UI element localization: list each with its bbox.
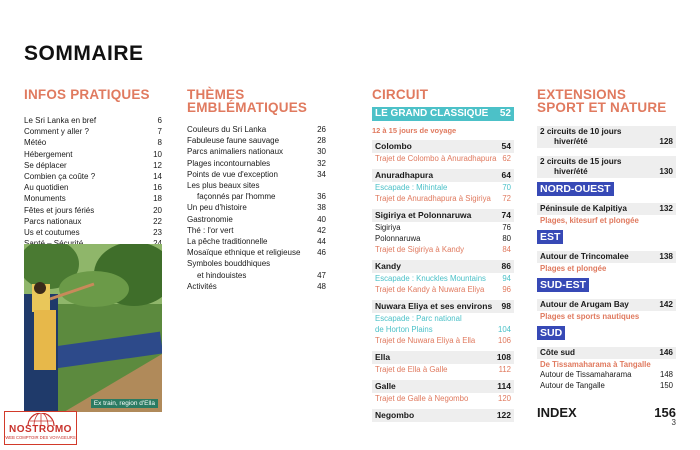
subentry-label: Escapade : Parc national [375, 314, 462, 323]
toc-entry[interactable] [24, 115, 162, 126]
stop-page: 86 [501, 261, 511, 271]
toc-entry[interactable] [187, 191, 326, 202]
globe-icon [26, 413, 56, 427]
toc-page: 47 [317, 270, 326, 280]
region-entry-page: 146 [659, 348, 673, 357]
subentry-label: Trajet de Kandy à Nuwara Eliya [375, 285, 485, 294]
toc-label: Parcs nationaux [24, 216, 82, 226]
subentry-page: 104 [497, 325, 511, 334]
circuit-subentry[interactable] [372, 335, 514, 346]
stop-page: 122 [496, 410, 511, 420]
toc-page: 18 [153, 194, 162, 204]
c10-line1: 2 circuits de 10 jours [540, 127, 622, 136]
page-title: SOMMAIRE [24, 42, 144, 65]
band-page: 52 [499, 108, 511, 119]
index-label: INDEX [537, 405, 577, 420]
themes-column [187, 88, 326, 292]
subentry-page: 120 [497, 394, 511, 403]
toc-label: Activités [187, 281, 217, 291]
toc-entry[interactable] [24, 160, 162, 171]
toc-label: Thé : l'or vert [187, 225, 234, 235]
circuit-stop-heading[interactable] [372, 380, 514, 393]
toc-entry[interactable] [187, 124, 326, 135]
toc-entry[interactable] [187, 146, 326, 157]
region-entry-page: 142 [659, 300, 673, 309]
region-entry[interactable] [537, 347, 676, 359]
toc-entry[interactable] [187, 258, 326, 269]
circuit-block [372, 409, 514, 422]
circuits-10-jours[interactable] [537, 126, 676, 148]
toc-entry[interactable] [187, 169, 326, 180]
toc-entry[interactable] [24, 216, 162, 227]
circuit-subentry[interactable] [372, 222, 514, 233]
circuit-subtitle: 12 à 15 jours de voyage [372, 126, 457, 135]
circuit-subentry[interactable] [372, 244, 514, 255]
circuit-heading: CIRCUIT [372, 87, 429, 102]
subentry-page: 96 [502, 285, 511, 294]
circuit-stop-heading[interactable] [372, 300, 514, 313]
toc-entry[interactable] [24, 227, 162, 238]
subentry-page: 150 [659, 380, 673, 390]
cover-photo [24, 244, 162, 412]
toc-entry[interactable] [187, 281, 326, 292]
stop-page: 54 [501, 141, 511, 151]
toc-page: 16 [153, 183, 162, 193]
toc-label: Points de vue d'exception [187, 169, 278, 179]
toc-label: Comment y aller ? [24, 127, 89, 137]
circuit-stop-heading[interactable] [372, 351, 514, 364]
toc-entry[interactable] [24, 149, 162, 160]
region-entry[interactable] [537, 299, 676, 311]
toc-page: 44 [317, 237, 326, 247]
toc-label: Le Sri Lanka en bref [24, 116, 97, 125]
c10-page: 128 [659, 137, 673, 146]
region-label: SUD [537, 326, 565, 340]
region-entry[interactable] [537, 203, 676, 215]
circuit-block [372, 380, 514, 404]
c15-line1: 2 circuits de 15 jours [540, 157, 622, 166]
toc-page: 8 [157, 138, 162, 148]
subentry-label: Autour de Tissamaharama [540, 370, 632, 379]
infos-pratiques-column [24, 88, 162, 249]
region-subtitle: Plages et plongée [540, 264, 607, 273]
toc-entry[interactable] [187, 158, 326, 169]
toc-page: 38 [317, 203, 326, 213]
region-entry-label: Côte sud [540, 348, 576, 357]
toc-label: Mosaïque ethnique et religieuse [187, 248, 301, 258]
toc-page: 12 [153, 160, 162, 170]
c10-line2: hiver/été [554, 137, 588, 146]
stop-name: Colombo [375, 141, 412, 151]
nostromo-logo [4, 411, 77, 445]
subentry-page: 72 [502, 194, 511, 203]
train-photo-illustration [24, 244, 162, 412]
subentry-label: Trajet de Anuradhapura à Sigiriya [375, 194, 491, 203]
toc-entry[interactable] [187, 236, 326, 247]
toc-label: Gastronomie [187, 214, 233, 224]
circuit-subentry[interactable] [372, 153, 514, 164]
toc-page: 48 [317, 281, 326, 291]
region-section [537, 178, 676, 226]
toc-page: 22 [153, 216, 162, 226]
circuit-subentry[interactable] [372, 393, 514, 404]
stop-name: Sigiriya et Polonnaruwa [375, 210, 472, 220]
toc-label: Combien ça coûte ? [24, 172, 96, 182]
subentry-label: Sigiriya [375, 223, 401, 232]
subentry-page: 84 [502, 245, 511, 254]
subentry-page: 76 [502, 223, 511, 232]
toc-page: 14 [153, 172, 162, 182]
toc-label: Parcs animaliers nationaux [187, 147, 284, 157]
region-entry-label: Autour de Arugam Bay [540, 300, 629, 309]
region-subtitle: Plages, kitesurf et plongée [540, 216, 639, 225]
toc-label: Météo [24, 138, 47, 148]
region-entry-page: 132 [659, 204, 673, 213]
circuit-subentry[interactable] [372, 193, 514, 204]
extensions-heading-line1: EXTENSIONS [537, 87, 627, 102]
infos-pratiques-heading: INFOS PRATIQUES [24, 87, 150, 102]
subentry-label: Escapade : Mihintale [375, 183, 448, 192]
toc-label: Couleurs du Sri Lanka [187, 125, 267, 134]
toc-page: 6 [157, 116, 162, 125]
stop-name: Galle [375, 381, 396, 391]
stop-name: Nuwara Eliya et ses environs [375, 301, 493, 311]
subentry-label: Autour de Tangalle [540, 380, 605, 390]
toc-entry[interactable] [187, 225, 326, 236]
toc-page: 40 [317, 214, 326, 224]
circuit-block [372, 140, 514, 164]
subentry-page: 112 [498, 365, 511, 374]
toc-page: 34 [317, 169, 326, 179]
toc-label: Us et coutumes [24, 228, 80, 238]
subentry-page: 80 [502, 234, 511, 243]
stop-page: 64 [501, 170, 511, 180]
region-entry-page: 138 [659, 252, 673, 261]
subentry-label: de Horton Plains [375, 325, 433, 334]
region-entry-label: Péninsule de Kalpitiya [540, 204, 627, 213]
subentry-label: Trajet de Galle à Negombo [375, 394, 469, 403]
toc-entry[interactable] [187, 202, 326, 213]
region-subentry[interactable] [537, 381, 676, 392]
band-label: LE GRAND CLASSIQUE [375, 108, 489, 119]
toc-page: 46 [317, 248, 326, 258]
circuit-subentry[interactable] [372, 284, 514, 295]
stop-page: 108 [496, 352, 511, 362]
region-label: EST [537, 230, 563, 244]
stop-page: 74 [501, 210, 511, 220]
stop-page: 98 [501, 301, 511, 311]
infos-pratiques-list [24, 115, 162, 249]
region-section [537, 322, 676, 391]
stop-page: 114 [497, 381, 511, 391]
region-label: SUD-EST [537, 278, 589, 292]
toc-page: 28 [317, 136, 326, 146]
toc-entry[interactable] [24, 205, 162, 216]
regions-list [537, 178, 676, 391]
toc-page: 7 [157, 127, 162, 137]
toc-page: 36 [317, 192, 326, 202]
toc-label: Monuments [24, 194, 66, 204]
circuit-block [372, 209, 514, 255]
stop-name: Negombo [375, 410, 415, 420]
subentry-label: Trajet de Ella à Galle [375, 365, 448, 374]
toc-entry[interactable] [24, 126, 162, 137]
stop-name: Anuradhapura [375, 170, 434, 180]
toc-label: Plages incontournables [187, 158, 271, 168]
subentry-label: Trajet de Colombo à Anuradhapura [375, 154, 497, 163]
photo-caption: Ex train, region d'Ella [91, 399, 158, 408]
circuit-stop-heading[interactable] [372, 209, 514, 222]
circuit-block [372, 169, 514, 204]
grand-classique-band[interactable] [372, 107, 514, 121]
region-entry-label: Autour de Trincomalee [540, 252, 629, 261]
logo-name: NOSTROMO [9, 424, 72, 435]
toc-page: 26 [317, 125, 326, 134]
region-label: NORD-OUEST [537, 182, 614, 196]
toc-entry[interactable] [24, 193, 162, 204]
toc-label: façonnés par l'homme [197, 192, 276, 202]
toc-page: 20 [153, 205, 162, 215]
toc-label: Les plus beaux sites [187, 181, 260, 191]
toc-label: Fêtes et jours fériés [24, 205, 95, 215]
subentry-page: 94 [502, 274, 511, 283]
index-page: 156 [654, 405, 676, 420]
circuit-subentry[interactable] [372, 233, 514, 244]
page-number: 3 [671, 418, 676, 427]
toc-label: Symboles bouddhiques [187, 259, 271, 269]
toc-page: 42 [317, 225, 326, 235]
toc-page: 10 [153, 149, 162, 159]
toc-label: Un peu d'histoire [187, 203, 247, 213]
themes-heading-line1: THÈMES [187, 87, 245, 102]
region-subtitle: De Tissamaharama à Tangalle [540, 360, 651, 369]
subentry-page: 70 [502, 183, 511, 192]
toc-entry[interactable] [187, 247, 326, 258]
toc-label: La pêche traditionnelle [187, 237, 268, 247]
subentry-label: Trajet de Nuwara Eliya à Ella [375, 336, 476, 345]
region-section [537, 274, 676, 322]
toc-entry[interactable] [187, 180, 326, 191]
circuit-stop-heading[interactable] [372, 409, 514, 422]
subentry-page: 148 [659, 370, 673, 379]
toc-entry[interactable] [24, 182, 162, 193]
toc-label: Hébergement [24, 149, 73, 159]
toc-entry[interactable] [24, 171, 162, 182]
circuit-block [372, 300, 514, 346]
circuit-subentry[interactable] [372, 364, 514, 375]
toc-label: Au quotidien [24, 183, 69, 193]
subentry-page: 62 [502, 154, 511, 163]
toc-entry[interactable] [187, 135, 326, 146]
toc-page: 32 [317, 158, 326, 168]
subentry-label: Trajet de Sigiriya à Kandy [375, 245, 464, 254]
extensions-heading-line2: SPORT ET NATURE [537, 100, 667, 115]
toc-entry[interactable] [187, 270, 326, 281]
region-entry[interactable] [537, 251, 676, 263]
toc-entry[interactable] [187, 214, 326, 225]
index-entry[interactable] [537, 405, 676, 420]
circuits-15-jours[interactable] [537, 156, 676, 178]
circuit-stop-heading[interactable] [372, 169, 514, 182]
stop-name: Ella [375, 352, 391, 362]
circuit-subentry[interactable] [372, 313, 514, 324]
region-subtitle: Plages et sports nautiques [540, 312, 640, 321]
toc-entry[interactable] [24, 137, 162, 148]
extensions-column [537, 88, 676, 420]
circuit-stop-heading[interactable] [372, 140, 514, 153]
circuit-subentry[interactable] [372, 324, 514, 335]
c15-line2: hiver/été [554, 167, 588, 176]
circuit-subentry[interactable] [372, 182, 514, 193]
logo-tagline: WEB COMPTOIR DES VOYAGEURS [5, 435, 76, 440]
region-section [537, 226, 676, 274]
circuit-block [372, 351, 514, 375]
circuit-stop-heading[interactable] [372, 260, 514, 273]
toc-label: Fabuleuse faune sauvage [187, 136, 280, 146]
subentry-label: Escapade : Knuckles Mountains [375, 274, 486, 283]
toc-label: et hindouistes [197, 270, 247, 280]
stop-name: Kandy [375, 261, 401, 271]
toc-label: Se déplacer [24, 160, 67, 170]
c15-page: 130 [659, 167, 673, 176]
circuit-column [372, 88, 514, 422]
toc-page: 30 [317, 147, 326, 157]
subentry-page: 106 [497, 336, 511, 345]
circuit-subentry[interactable] [372, 273, 514, 284]
themes-heading-line2: EMBLÉMATIQUES [187, 100, 308, 115]
themes-list [187, 124, 326, 292]
subentry-label: Polonnaruwa [375, 234, 421, 243]
toc-page: 23 [153, 228, 162, 238]
circuit-block [372, 260, 514, 295]
region-subentry[interactable] [537, 370, 676, 381]
circuit-blocks [372, 140, 514, 422]
